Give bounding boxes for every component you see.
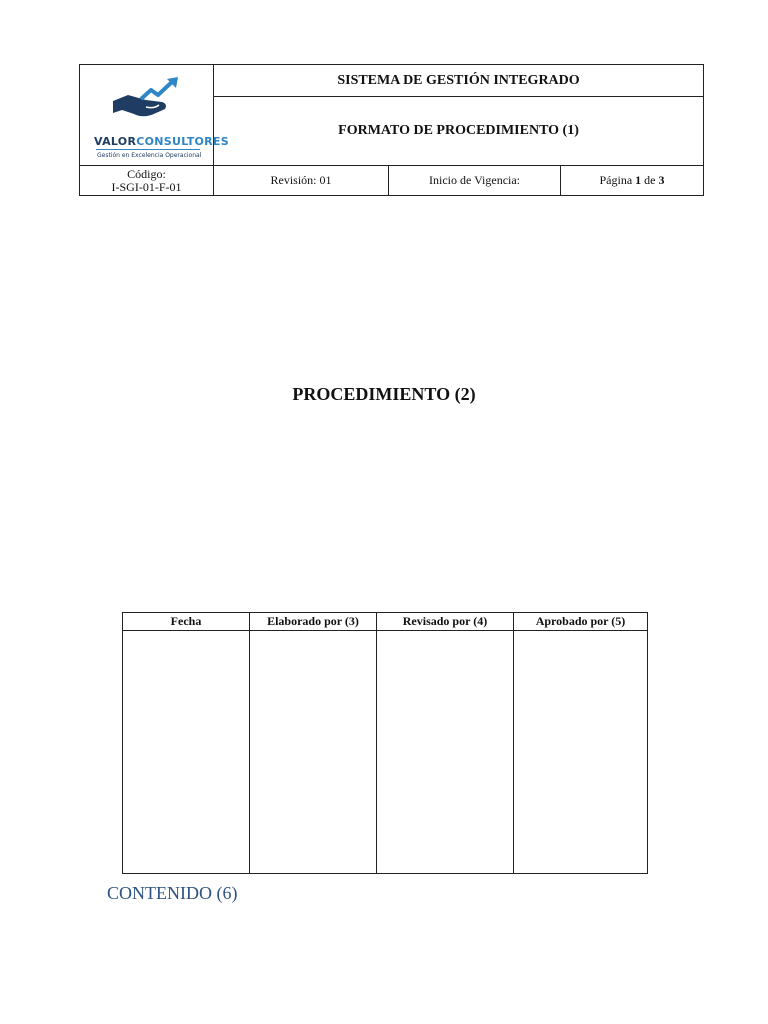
brand-name: VALORCONSULTORES [94, 135, 229, 148]
revision-cell: Revisión: 01 [214, 166, 389, 196]
page-cell [561, 166, 704, 196]
approval-header-fecha: Fecha [123, 613, 250, 631]
hand-growth-arrow-icon [110, 77, 182, 133]
approval-header-aprobado: Aprobado por (5) [514, 613, 648, 631]
page-total: 3 [658, 173, 665, 187]
vigencia-cell: Inicio de Vigencia: [389, 166, 561, 196]
approval-cell-revisado [377, 631, 514, 874]
logo-cell [80, 65, 229, 166]
contents-heading: CONTENIDO (6) [107, 883, 238, 903]
code-cell [80, 166, 214, 196]
page-current: 1 [635, 173, 642, 187]
company-logo [80, 65, 229, 165]
approval-cell-elaborado [250, 631, 377, 874]
page-prefix: Página [599, 173, 636, 187]
approval-table [122, 612, 648, 874]
code-value: I-SGI-01-F-01 [111, 179, 182, 194]
approval-header-elaborado: Elaborado por (3) [250, 613, 377, 631]
code-label: Código: [127, 166, 166, 181]
approval-cell-fecha [123, 631, 250, 874]
system-title: SISTEMA DE GESTIÓN INTEGRADO [214, 65, 704, 97]
document-header-table [79, 64, 704, 196]
page-middle: de [641, 173, 659, 187]
approval-header-revisado: Revisado por (4) [377, 613, 514, 631]
approval-cell-aprobado [514, 631, 648, 874]
brand-underline [96, 149, 200, 150]
brand-tagline: Gestión en Excelencia Operacional [97, 152, 202, 159]
format-title: FORMATO DE PROCEDIMIENTO (1) [214, 97, 704, 166]
document-title: PROCEDIMIENTO (2) [292, 384, 476, 404]
